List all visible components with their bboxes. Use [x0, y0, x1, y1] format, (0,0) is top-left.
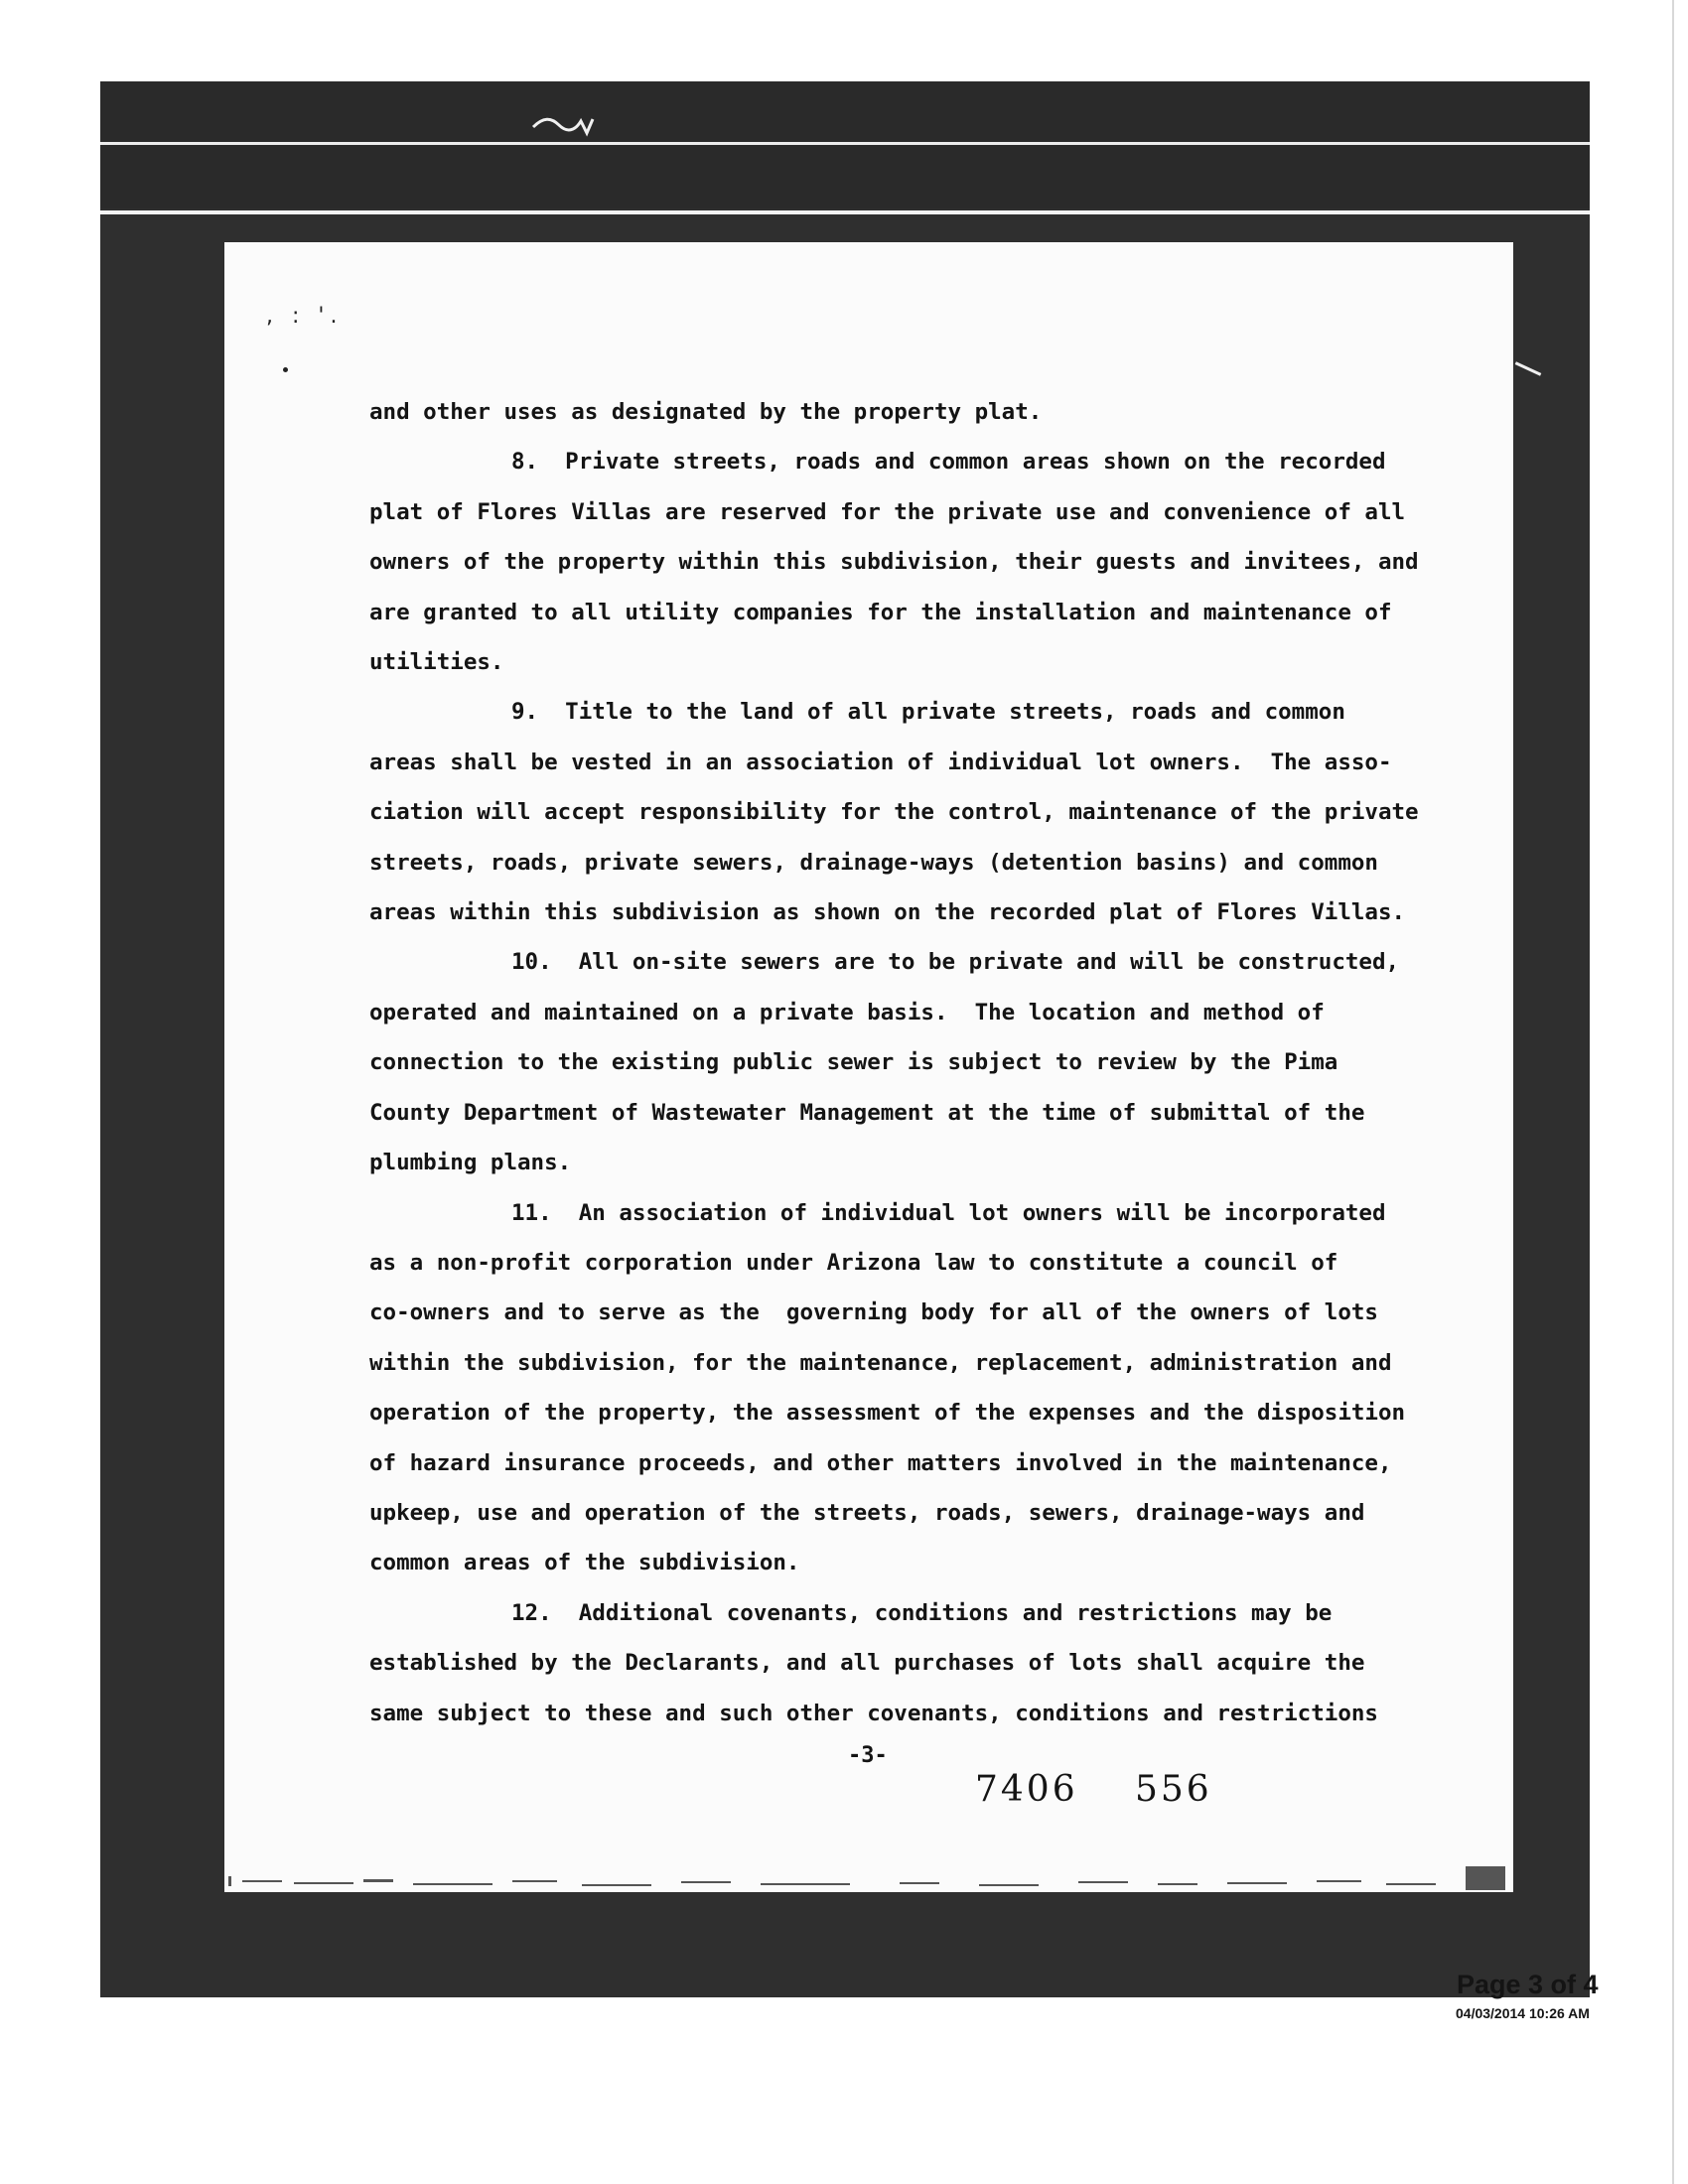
body-line: same subject to these and such other covenants, conditions and restrictions — [369, 1700, 1378, 1726]
page-number: -3- — [848, 1743, 888, 1768]
body-line: areas within this subdivision as shown on the recorded plat of Flores Villas. — [369, 899, 1406, 926]
body-line: upkeep, use and operation of the streets, roads, sewers, drainage-ways and — [369, 1499, 1365, 1526]
body-line: are granted to all utility companies for the installation and maintenance of — [369, 599, 1392, 625]
body-line: and other uses as designated by the property plat. — [369, 399, 1043, 425]
body-line: established by the Declarants, and all purchases of lots shall acquire the — [369, 1650, 1365, 1677]
scan-dot-mark — [283, 367, 288, 372]
paragraph-10-start: 10. All on-site sewers are to be private and will be constructed, — [511, 949, 1400, 976]
scan-noise-strip — [224, 1846, 1513, 1892]
body-line: of hazard insurance proceeds, and other matters involved in the maintenance, — [369, 1449, 1392, 1476]
body-line: ciation will accept responsibility for the control, maintenance of the private — [369, 799, 1419, 826]
scan-top-strip — [100, 81, 1590, 208]
body-line: operation of the property, the assessment of the expenses and the disposition — [369, 1400, 1406, 1427]
body-line: plat of Flores Villas are reserved for the private use and convenience of all — [369, 498, 1406, 525]
paragraph-12-start: 12. Additional covenants, conditions and restrictions may be — [511, 1599, 1333, 1626]
body-line: operated and maintained on a private basis. The location and method of — [369, 999, 1325, 1025]
body-line: plumbing plans. — [369, 1150, 572, 1176]
body-line: areas shall be vested in an association of individual lot owners. The asso- — [369, 749, 1392, 775]
scan-squiggle-mark — [531, 109, 601, 139]
paragraph-11-start: 11. An association of individual lot owners will be incorporated — [511, 1199, 1386, 1226]
body-line: County Department of Wastewater Management at the time of submittal of the — [369, 1099, 1365, 1126]
body-line: utilities. — [369, 649, 504, 676]
body-line: within the subdivision, for the maintenance, replacement, administration and — [369, 1349, 1392, 1376]
paragraph-9-start: 9. Title to the land of all private streets, roads and common — [511, 699, 1345, 726]
scan-top-line — [100, 142, 1590, 145]
recording-page-number: 556 — [1135, 1769, 1212, 1810]
body-line: streets, roads, private sewers, drainage-ways (detention basins) and common — [369, 849, 1378, 876]
footer-page-label: Page 3 of 4 — [1457, 1970, 1599, 1999]
scan-top-line-lower — [100, 210, 1590, 214]
body-line: connection to the existing public sewer is subject to review by the Pima — [369, 1049, 1338, 1076]
document-body — [369, 387, 1419, 1738]
body-line: co-owners and to serve as the governing body for all of the owners of lots — [369, 1299, 1378, 1326]
body-line: as a non-profit corporation under Arizona law to constitute a council of — [369, 1249, 1338, 1276]
footer-timestamp: 04/03/2014 10:26 AM — [1456, 2005, 1590, 2021]
page-edge-line — [1672, 0, 1674, 2184]
body-line: owners of the property within this subdivision, their guests and invitees, and — [369, 549, 1419, 576]
paragraph-8-start: 8. Private streets, roads and common areas shown on the recorded — [511, 449, 1386, 476]
recording-book-number: 7406 — [975, 1769, 1078, 1810]
scan-artifact-marks: , : '. — [266, 304, 344, 329]
body-line: common areas of the subdivision. — [369, 1550, 800, 1576]
